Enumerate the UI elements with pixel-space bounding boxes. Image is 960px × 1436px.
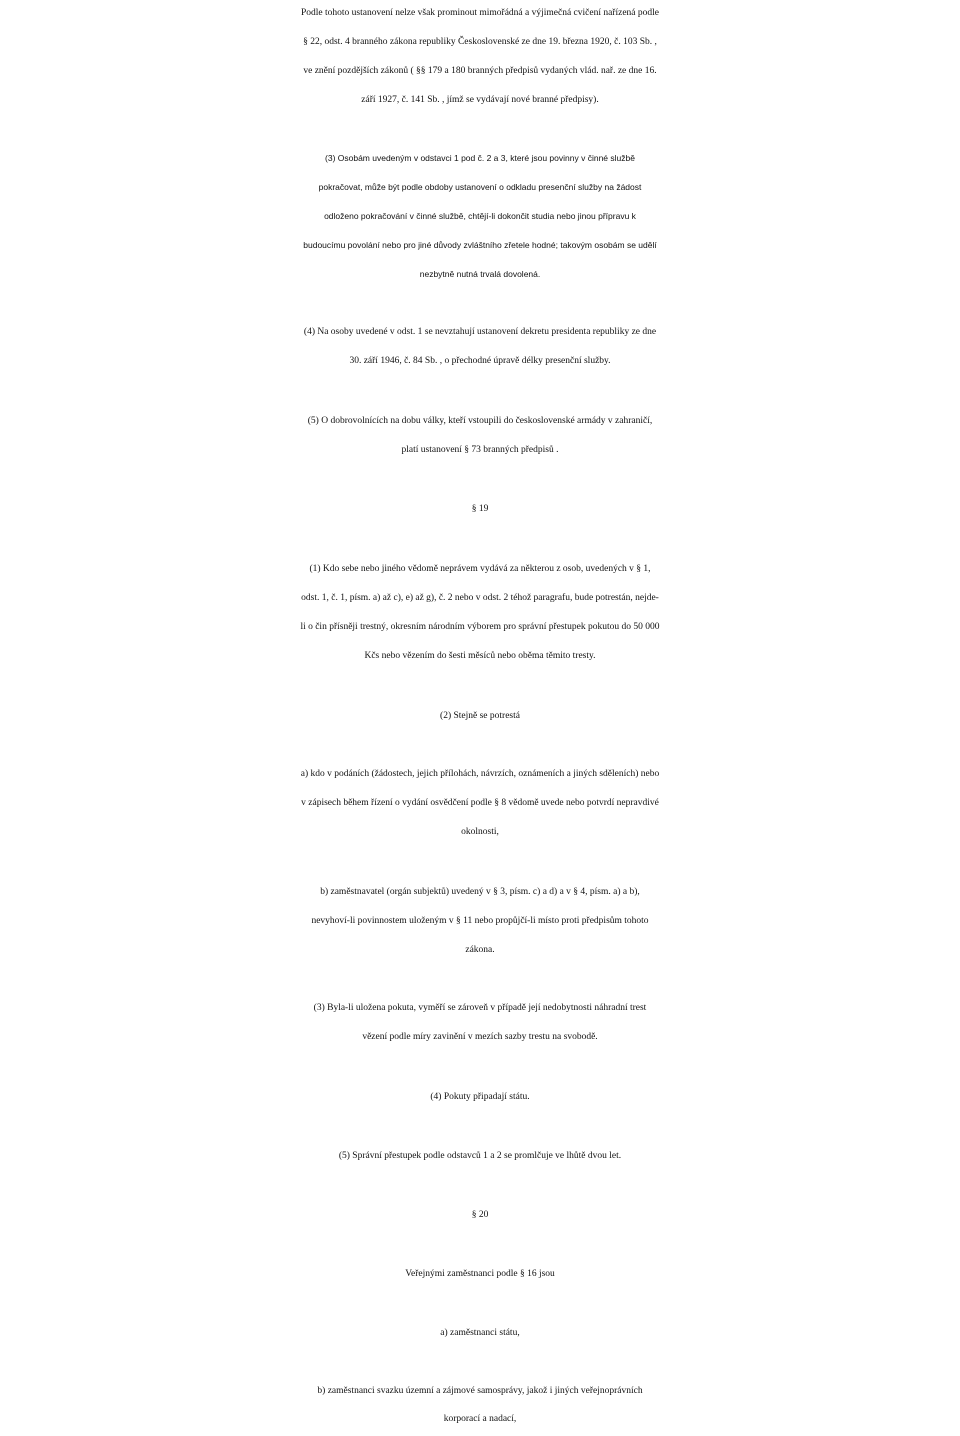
text-line: v zápisech během řízení o vydání osvědčení podle § 8 vědomě uvede nebo potvrdí nepravdivé	[301, 798, 659, 808]
s20-intro: Veřejnými zaměstnanci podle § 16 jsou	[405, 1269, 555, 1279]
text-line: odloženo pokračování v činné službě, chtějí-li dokončit studia nebo jinou přípravu k	[324, 211, 636, 221]
text-line: zákona.	[465, 945, 495, 955]
section-heading-20: § 20	[471, 1210, 489, 1220]
text-line: b) zaměstnavatel (orgán subjektů) uvedený v § 3, písm. c) a d) a v § 4, písm. a) a b),	[320, 887, 640, 897]
section-heading-19: § 19	[471, 504, 489, 514]
text-line: (5) O dobrovolnících na dobu války, kteří vstoupili do československé armády v zahraničí,	[307, 416, 653, 426]
text-line: § 22, odst. 4 branného zákona republiky Československé ze dne 19. března 1920, č. 103 Sb. ,	[303, 37, 657, 47]
text-line: Podle tohoto ustanovení nelze však prominout mimořádná a výjimečná cvičení nařízená podle	[301, 8, 659, 18]
text-line: (3) Byla-li uložena pokuta, vyměří se zároveň v případě její nedobytnosti náhradní trest	[313, 1003, 647, 1013]
text-line: (3) Osobám uvedeným v odstavci 1 pod č. 2 a 3, které jsou povinny v činné službě	[325, 153, 635, 163]
s20-item-a: a) zaměstnanci státu,	[440, 1328, 520, 1338]
text-line: platí ustanovení § 73 branných předpisů .	[401, 445, 559, 455]
text-line: nezbytně nutná trvalá dovolená.	[419, 269, 541, 279]
text-line: Kčs nebo vězením do šesti měsíců nebo oběma těmito tresty.	[364, 651, 596, 661]
text-line: okolnosti,	[461, 827, 499, 837]
text-line: pokračovat, může být podle obdoby ustanovení o odkladu presenční služby na žádost	[318, 182, 642, 192]
s19-paragraph-2: (2) Stejně se potrestá	[440, 711, 520, 721]
text-line: září 1927, č. 141 Sb. , jímž se vydávají nové branné předpisy).	[361, 95, 599, 105]
s19-paragraph-5: (5) Správní přestupek podle odstavců 1 a 2 se promlčuje ve lhůtě dvou let.	[338, 1151, 622, 1161]
text-line: b) zaměstnanci svazku územní a zájmové samosprávy, jakož i jiných veřejnoprávních	[317, 1386, 643, 1396]
text-line: korporací a nadací,	[443, 1414, 517, 1424]
text-line: a) kdo v podáních (žádostech, jejich přílohách, návrzích, oznámeních a jiných sděleních) nebo	[300, 769, 660, 779]
text-line: (1) Kdo sebe nebo jiného vědomě neprávem vydává za některou z osob, uvedených v § 1,	[309, 564, 651, 574]
text-line: nevyhoví-li povinnostem uloženým v § 11 nebo propůjčí-li místo proti předpisům tohoto	[311, 916, 649, 926]
text-line: odst. 1, č. 1, písm. a) až c), e) až g), č. 2 nebo v odst. 2 téhož paragrafu, bude potrestán, nejde-	[301, 593, 659, 603]
text-line: 30. září 1946, č. 84 Sb. , o přechodné úpravě délky presenční služby.	[349, 356, 611, 366]
text-line: budoucímu povolání nebo pro jiné důvody zvláštního zřetele hodné; takovým osobám se udělí	[303, 240, 657, 250]
text-line: (4) Na osoby uvedené v odst. 1 se nevztahují ustanovení dekretu presidenta republiky ze dne	[303, 327, 657, 337]
text-line: ve znění pozdějších zákonů ( §§ 179 a 180 branných předpisů vydaných vlád. nař. ze dne 16.	[303, 66, 657, 76]
s19-paragraph-4: (4) Pokuty připadají státu.	[430, 1092, 530, 1102]
text-line: li o čin přísněji trestný, okresním národním výborem pro správní přestupek pokutou do 50 000	[300, 622, 660, 632]
text-line: vězení podle míry zavinění v mezích sazby trestu na svobodě.	[362, 1032, 598, 1042]
